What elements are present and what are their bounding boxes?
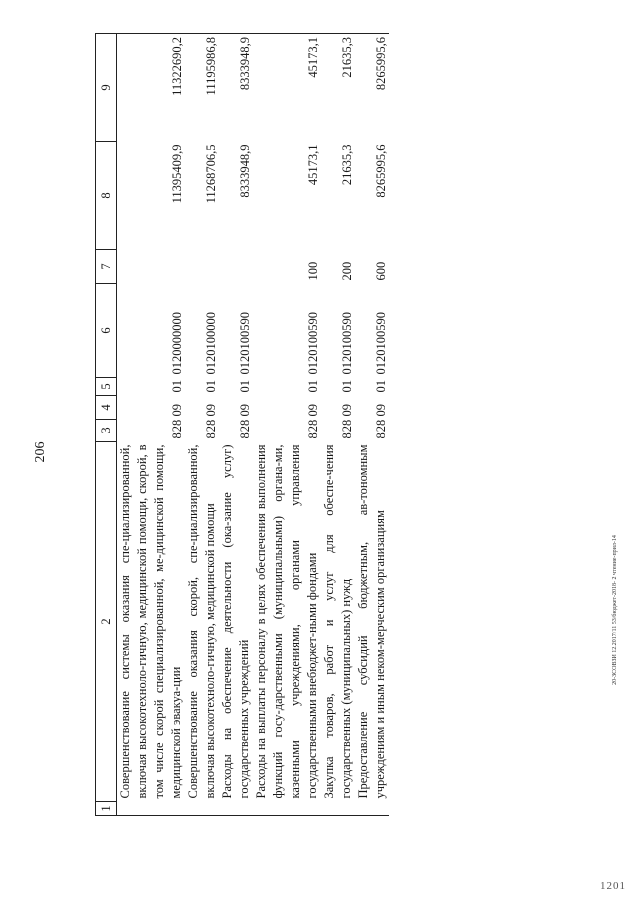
column-header: 2 [96, 442, 117, 802]
table-row [253, 34, 321, 816]
table-row [355, 34, 389, 816]
cell-c3: 828 [204, 419, 218, 439]
cell-c5: 01 [340, 380, 354, 393]
row-description: Расходы на обеспечение деятельности (ока-зание услуг) государственных учреждений [220, 444, 251, 799]
cell-c5: 01 [374, 380, 388, 393]
table-row [185, 34, 219, 816]
cell-c4: 09 [340, 404, 354, 417]
cell-c3: 828 [238, 419, 252, 439]
cell-c8: 21635,3 [340, 144, 354, 186]
cell-c3: 828 [170, 419, 184, 439]
cell-c5: 01 [170, 380, 184, 393]
table-header-row [96, 34, 117, 816]
row-description: Расходы на выплаты персоналу в целях обеспечения выполнения функций госу-дарственными (муниципальными) органа-ми, казенными учреждениями, органами управления государственными внебюджет-ными фондами [254, 444, 319, 799]
cell-c4: 09 [306, 404, 320, 417]
column-header: 7 [96, 250, 117, 284]
page-number: 206 [33, 441, 48, 463]
cell-c6: 0120100590 [374, 312, 388, 375]
cell-c6: 0120100000 [204, 312, 218, 375]
column-header: 8 [96, 142, 117, 250]
cell-c3: 828 [374, 419, 388, 439]
cell-c5: 01 [238, 380, 252, 393]
cell-c7 [185, 250, 219, 284]
cell-c4: 09 [204, 404, 218, 417]
bottom-page-number: 1201 [600, 880, 626, 892]
row-description: Закупка товаров, работ и услуг для обеспе-чения государственных (муниципальных) нужд [322, 444, 353, 799]
cell-c7: 200 [340, 261, 354, 281]
cell-c9: 8265995,6 [355, 34, 389, 142]
cell-c7: 600 [374, 261, 388, 281]
row-description: Совершенствование оказания скорой, спе-циализированной, включая высокотехноло-гичную, медицинской помощи [186, 444, 217, 799]
cell-c7 [117, 250, 186, 284]
cell-c7: 100 [306, 261, 320, 281]
cell-c4: 09 [374, 404, 388, 417]
cell-c6: 0120100590 [306, 312, 320, 375]
cell-c9: 8333948,9 [219, 34, 253, 142]
row-description: Совершенствование системы оказания спе-циализированной, включая высокотехноло-гичную, медицинской помощи, скорой, в том числе скорой специализированной, ме-дицинской помощи, медицинской эвакуа-ции [118, 444, 183, 799]
column-header: 6 [96, 284, 117, 378]
cell-c6: 0120000000 [170, 312, 184, 375]
column-header: 4 [96, 396, 117, 420]
budget-table [95, 33, 389, 816]
document-side-code: 20-ЗСОВЗИ 12.2017/11 53/бюджет-2018- 2 чтение-прил-14 [612, 535, 618, 685]
column-header: 5 [96, 378, 117, 396]
column-header: 3 [96, 420, 117, 442]
column-header: 1 [96, 802, 117, 816]
cell-c9: 11322690,2 [117, 34, 186, 142]
column-header: 9 [96, 34, 117, 142]
cell-c8: 45173,1 [306, 144, 320, 186]
cell-c9: 21635,3 [321, 34, 355, 142]
cell-c5: 01 [306, 380, 320, 393]
cell-c6: 0120100590 [340, 312, 354, 375]
cell-c4: 09 [238, 404, 252, 417]
cell-c3: 828 [340, 419, 354, 439]
table-row [321, 34, 355, 816]
cell-c7 [219, 250, 253, 284]
table-row [219, 34, 253, 816]
cell-c9: 45173,1 [253, 34, 321, 142]
cell-c4: 09 [170, 404, 184, 417]
row-description: Предоставление субсидий бюджетным, ав-тономным учреждениям и иным неком-мерческим организациям [356, 444, 387, 799]
cell-c6: 0120100590 [238, 312, 252, 375]
cell-c8: 8265995,6 [374, 144, 388, 198]
cell-c8: 11395409,9 [170, 144, 184, 204]
cell-c8: 8333948,9 [238, 144, 252, 198]
cell-c9: 11195986,8 [185, 34, 219, 142]
cell-c5: 01 [204, 380, 218, 393]
rotated-table-container [95, 34, 585, 816]
cell-c3: 828 [306, 419, 320, 439]
table-row [117, 34, 186, 816]
cell-c8: 11268706,5 [204, 144, 218, 204]
